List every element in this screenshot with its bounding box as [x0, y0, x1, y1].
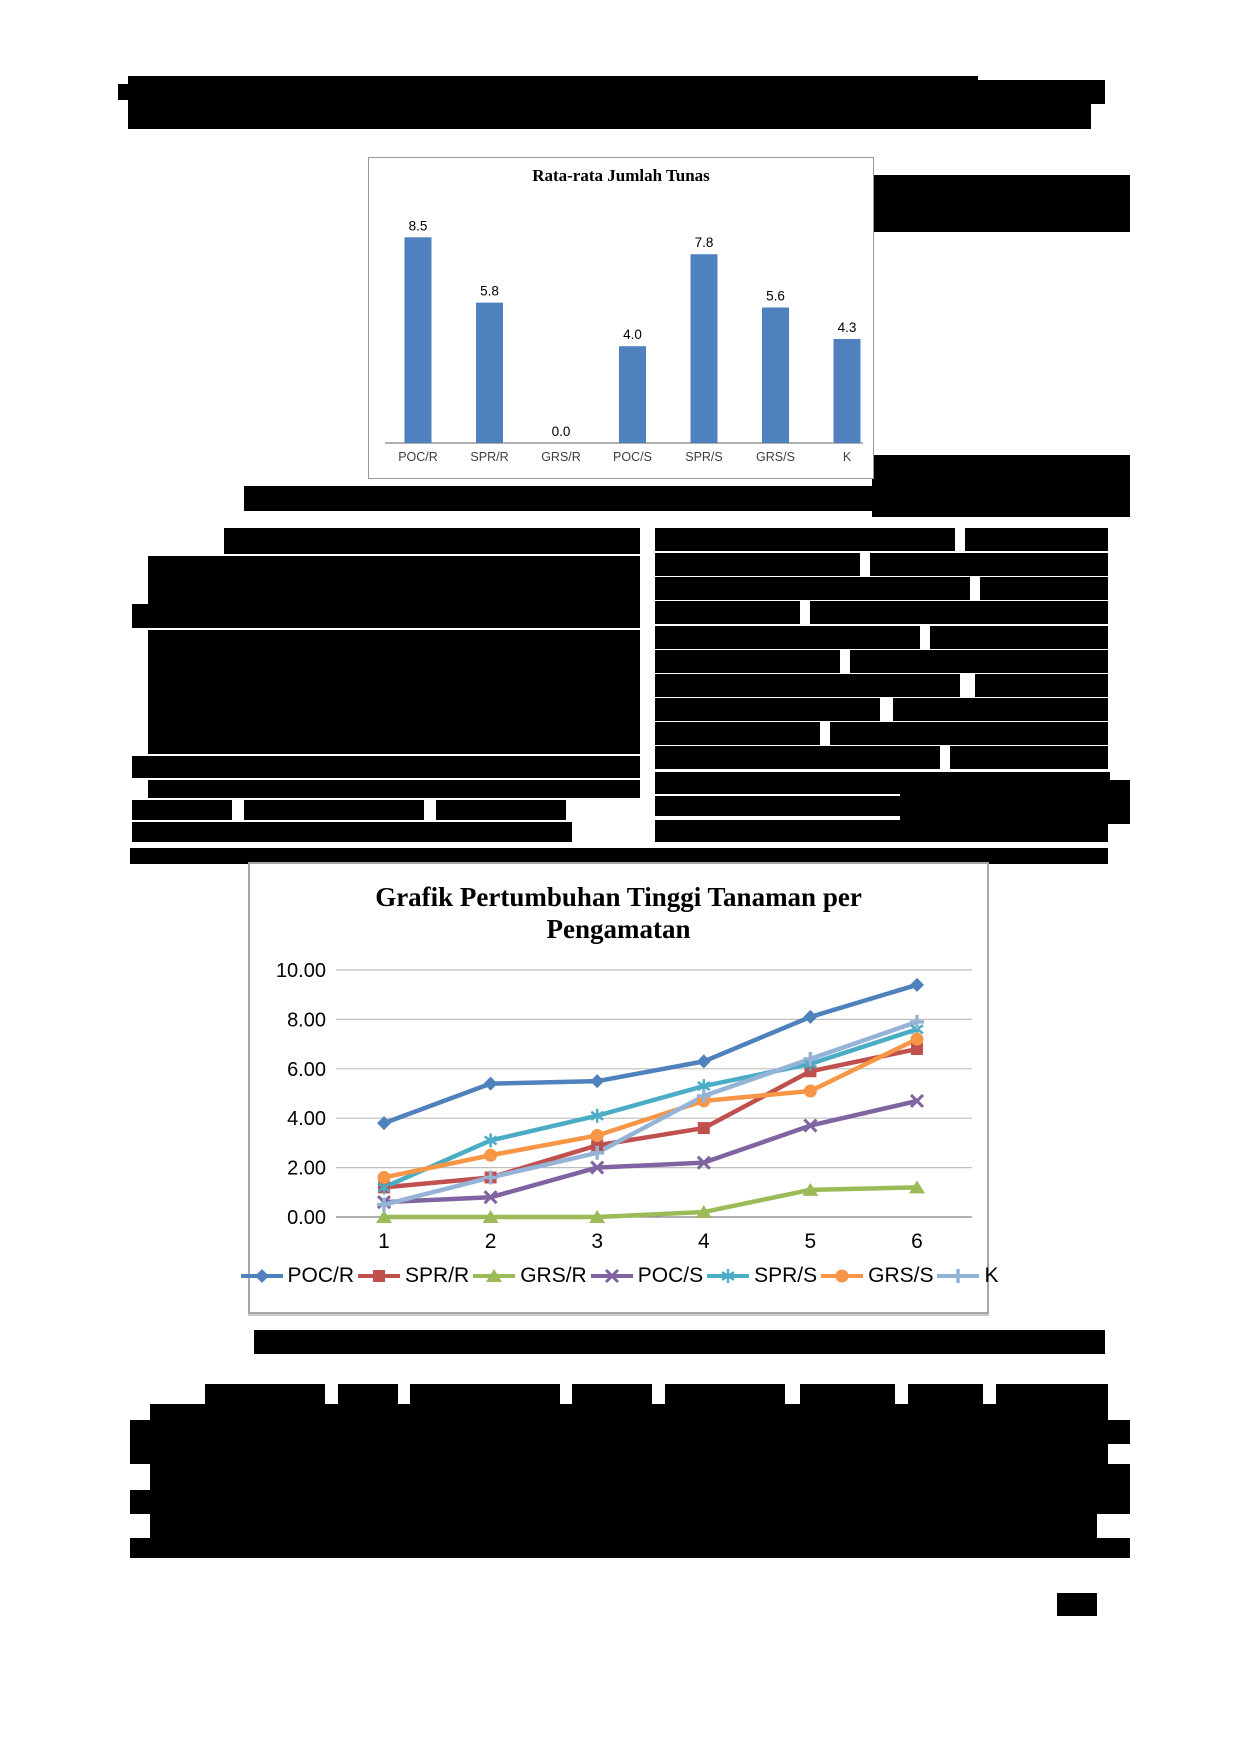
legend-item-SPR/S [705, 1264, 817, 1288]
bar-chart-rata-rata-jumlah-tunas [368, 157, 874, 479]
redacted-text-block [810, 601, 1108, 624]
y-tick-label: 6.00 [287, 1058, 326, 1081]
redacted-text-block [150, 1464, 1130, 1490]
bar-POC/S [619, 346, 646, 443]
redacted-text-block [850, 650, 1108, 673]
series-line-GRS/R [384, 1187, 917, 1217]
marker-square [373, 1270, 385, 1282]
legend-item-GRS/S [819, 1264, 933, 1288]
redacted-text-block [130, 1444, 1108, 1464]
redacted-text-block [130, 1538, 1130, 1558]
bar-K [834, 339, 861, 443]
redacted-text-block [132, 604, 640, 628]
x-tick-label: 6 [911, 1230, 923, 1253]
marker-diamond [484, 1077, 498, 1091]
redacted-text-block [655, 553, 860, 576]
legend-label: POC/R [287, 1264, 355, 1287]
redacted-text-block [572, 1384, 652, 1404]
marker-diamond [910, 978, 924, 992]
x-tick-label: GRS/S [756, 450, 795, 464]
redacted-text-block [655, 577, 970, 600]
redacted-text-block [244, 800, 424, 820]
bar-GRS/S [762, 307, 789, 443]
redacted-text-block [968, 80, 1105, 104]
bar-value-label: 8.5 [408, 218, 428, 234]
line-chart-plot [250, 864, 987, 1312]
marker-circle [804, 1085, 817, 1098]
redacted-text-block [244, 486, 1072, 511]
redacted-text-block [130, 1490, 1130, 1514]
bar-POC/R [405, 237, 432, 443]
x-tick-label: 4 [697, 1230, 710, 1253]
bar-SPR/R [476, 303, 503, 443]
marker-circle [836, 1270, 849, 1283]
redacted-text-block [830, 722, 1108, 745]
bar-chart-title: Rata-rata Jumlah Tunas [532, 166, 710, 185]
legend-marker-circle-icon [819, 1267, 865, 1285]
marker-circle [378, 1171, 391, 1184]
redacted-text-block [930, 626, 1108, 649]
legend-label: SPR/R [405, 1264, 470, 1287]
redacted-text-block [980, 577, 1108, 600]
redacted-text-block [1057, 1593, 1097, 1616]
bar-value-label: 5.6 [766, 288, 785, 304]
y-tick-label: 2.00 [287, 1157, 326, 1180]
redacted-text-block [800, 1384, 895, 1404]
redacted-text-block [950, 746, 1108, 769]
redacted-text-block [436, 800, 566, 820]
bar-SPR/S [691, 254, 718, 443]
x-tick-label: POC/S [613, 450, 652, 464]
x-tick-label: 1 [378, 1230, 390, 1253]
redacted-text-block [410, 1384, 560, 1404]
bar-value-label: 7.8 [694, 235, 714, 251]
redacted-text-block [665, 1384, 785, 1404]
y-tick-label: 0.00 [287, 1207, 326, 1229]
redacted-text-block [870, 553, 1108, 576]
bar-value-label: 4.3 [837, 319, 857, 335]
redacted-text-block [975, 674, 1108, 697]
legend-label: GRS/R [520, 1264, 587, 1287]
legend-label: K [984, 1264, 999, 1287]
redacted-text-block [908, 1384, 983, 1404]
legend-marker-diamond-icon [239, 1267, 285, 1285]
legend-label: GRS/S [868, 1264, 934, 1287]
redacted-text-block [655, 746, 940, 769]
redacted-text-block [150, 1514, 1097, 1538]
marker-circle [484, 1149, 497, 1162]
legend-marker-asterisk-icon [705, 1267, 751, 1285]
redacted-text-block [205, 1384, 325, 1404]
x-tick-label: GRS/R [541, 450, 581, 464]
y-tick-label: 4.00 [287, 1108, 326, 1131]
legend-marker-square-icon [356, 1267, 402, 1285]
x-tick-label: SPR/R [470, 450, 509, 464]
legend-marker-x-icon [589, 1267, 635, 1285]
redacted-text-block [128, 104, 1091, 129]
line-chart-title: Grafik Pertumbuhan Tinggi Tanaman per Pengamatan [375, 882, 862, 944]
redacted-text-block [132, 822, 572, 842]
redacted-text-block [224, 528, 640, 554]
redacted-text-block [150, 1404, 1108, 1420]
redacted-text-block [655, 674, 960, 697]
legend-marker-plus-icon [935, 1267, 981, 1285]
redacted-text-block [148, 556, 640, 606]
redacted-text-block [128, 76, 978, 106]
x-tick-label: POC/R [398, 450, 438, 464]
redacted-text-block [893, 698, 1108, 721]
marker-circle [591, 1129, 604, 1142]
legend-marker-triangle-icon [471, 1267, 517, 1285]
redacted-text-block [655, 722, 820, 745]
bar-value-label: 4.0 [623, 327, 642, 343]
series-line-K [384, 1022, 917, 1205]
x-tick-label: 2 [484, 1230, 497, 1253]
x-tick-label: 5 [804, 1230, 817, 1253]
x-tick-label: SPR/S [685, 450, 723, 464]
legend-item-POC/S [589, 1264, 703, 1288]
marker-diamond [255, 1269, 269, 1283]
marker-diamond [803, 1010, 817, 1024]
y-tick-label: 10.00 [275, 960, 326, 982]
redacted-text-block [132, 800, 232, 820]
legend-item-GRS/R [471, 1264, 587, 1288]
x-tick-label: 3 [591, 1230, 604, 1253]
redacted-text-block [655, 528, 955, 551]
y-tick-label: 8.00 [287, 1009, 326, 1032]
redacted-text-block [132, 756, 640, 778]
redacted-text-block [655, 626, 920, 649]
marker-circle [911, 1033, 924, 1046]
line-chart-legend [250, 1264, 999, 1288]
legend-item-K [935, 1264, 998, 1288]
legend-label: SPR/S [754, 1264, 818, 1287]
bar-value-label: 5.8 [480, 283, 499, 299]
redacted-text-block [655, 601, 800, 624]
line-chart-pertumbuhan-tinggi-tanaman [248, 862, 999, 1314]
redacted-text-block [130, 1420, 1130, 1444]
redacted-text-block [655, 650, 840, 673]
redacted-text-block [900, 780, 1130, 824]
redacted-text-block [148, 630, 640, 754]
redacted-text-block [872, 175, 1130, 232]
redacted-text-block [338, 1384, 398, 1404]
legend-item-SPR/R [356, 1264, 469, 1288]
bar-value-label: 0.0 [551, 424, 571, 439]
redacted-text-block [996, 1384, 1108, 1404]
series-line-GRS/S [384, 1039, 917, 1177]
x-tick-label: K [842, 450, 852, 464]
legend-label: POC/S [637, 1264, 704, 1287]
redacted-text-block [655, 820, 1108, 842]
bar-chart-plot [369, 158, 873, 478]
marker-diamond [590, 1074, 604, 1088]
redacted-text-block [965, 528, 1108, 551]
redacted-text-block [655, 698, 880, 721]
marker-square [698, 1122, 710, 1134]
legend-item-POC/R [239, 1264, 355, 1288]
redacted-text-block [254, 1330, 1105, 1354]
marker-diamond [697, 1054, 711, 1068]
redacted-text-block [148, 780, 640, 798]
